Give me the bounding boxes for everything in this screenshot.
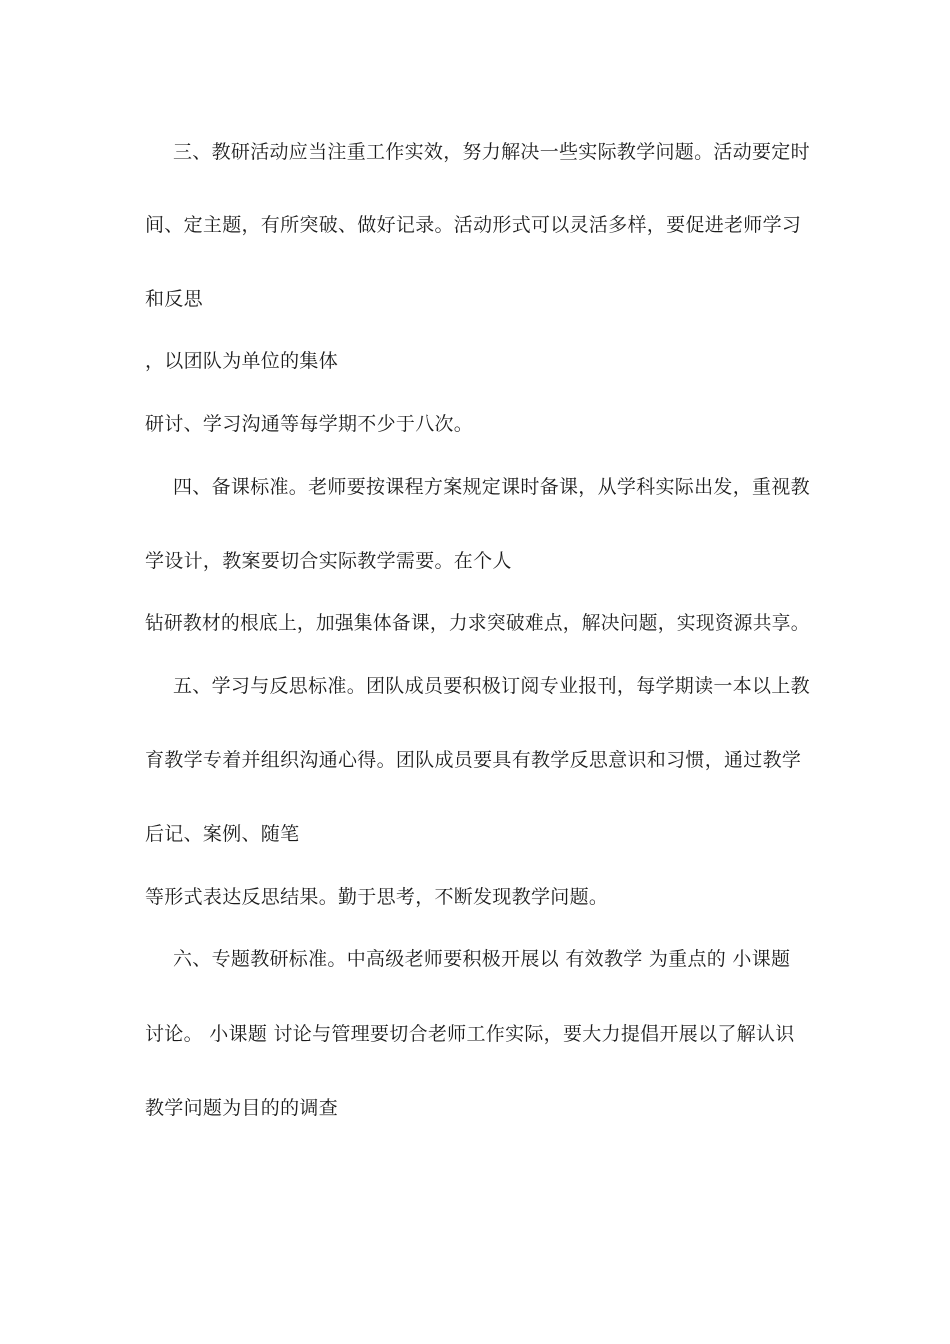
paragraph-5-line-1: 五、学习与反思标准。团队成员要积极订阅专业报刊，每学期读一本以上教: [173, 675, 810, 697]
paragraph-5-line-2: 育教学专着并组织沟通心得。团队成员要具有教学反思意识和习惯，通过教学: [145, 749, 802, 771]
paragraph-6-line-2: 讨论。 小课题 讨论与管理要切合老师工作实际，要大力提倡开展以了解认识: [145, 1023, 795, 1045]
paragraph-3-line-2: 间、定主题，有所突破、做好记录。活动形式可以灵活多样，要促进老师学习: [145, 214, 802, 236]
paragraph-5-line-4: 等形式表达反思结果。勤于思考，不断发现教学问题。: [145, 886, 609, 908]
paragraph-3-line-3: 和反思: [145, 288, 203, 310]
paragraph-6-line-3: 教学问题为目的的调查: [145, 1097, 339, 1119]
paragraph-3-line-1: 三、教研活动应当注重工作实效，努力解决一些实际教学问题。活动要定时: [173, 141, 810, 163]
paragraph-5-line-3: 后记、案例、随笔: [145, 823, 300, 845]
paragraph-6-line-1: 六、专题教研标准。中高级老师要积极开展以 有效教学 为重点的 小课题: [173, 948, 791, 970]
paragraph-4-line-2: 学设计，教案要切合实际教学需要。在个人: [145, 550, 512, 572]
paragraph-4-line-3: 钻研教材的根底上，加强集体备课，力求突破难点，解决问题，实现资源共享。: [145, 612, 810, 634]
paragraph-3-line-5: 研讨、学习沟通等每学期不少于八次。: [145, 413, 474, 435]
paragraph-3-line-4: ，以团队为单位的集体: [145, 350, 339, 372]
paragraph-4-line-1: 四、备课标准。老师要按课程方案规定课时备课，从学科实际出发，重视教: [173, 476, 810, 498]
